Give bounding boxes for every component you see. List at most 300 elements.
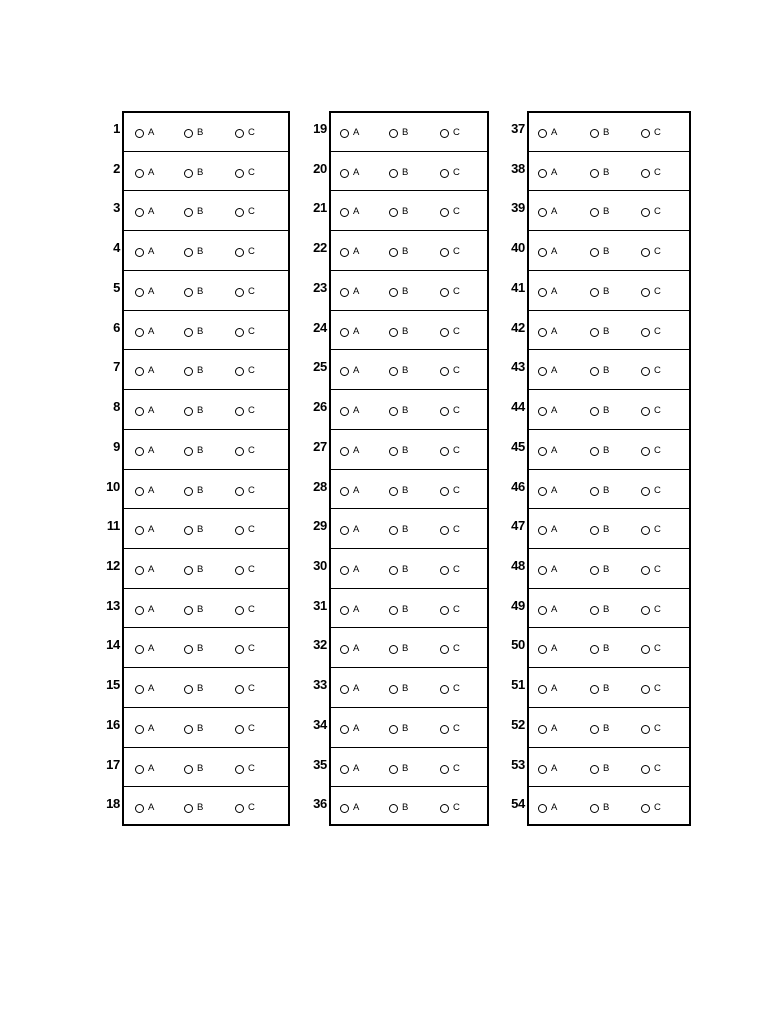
- answer-option-b[interactable]: [590, 326, 609, 338]
- answer-option-a[interactable]: [340, 246, 359, 258]
- bubble-icon[interactable]: [235, 447, 244, 456]
- bubble-icon[interactable]: [440, 645, 449, 654]
- answer-option-b[interactable]: [184, 167, 203, 179]
- answer-option-a[interactable]: [340, 206, 359, 218]
- answer-option-b[interactable]: [389, 763, 408, 775]
- answer-option-b[interactable]: [590, 485, 609, 497]
- answer-option-c[interactable]: [235, 246, 255, 258]
- answer-option-c[interactable]: [440, 206, 460, 218]
- answer-option-b[interactable]: [389, 286, 408, 298]
- answer-option-c[interactable]: [235, 564, 255, 576]
- answer-option-c[interactable]: [440, 405, 460, 417]
- bubble-icon[interactable]: [641, 367, 650, 376]
- bubble-icon[interactable]: [135, 526, 144, 535]
- bubble-icon[interactable]: [538, 765, 547, 774]
- bubble-icon[interactable]: [538, 725, 547, 734]
- bubble-icon[interactable]: [389, 566, 398, 575]
- answer-option-a[interactable]: [538, 802, 557, 814]
- answer-option-b[interactable]: [389, 802, 408, 814]
- bubble-icon[interactable]: [590, 804, 599, 813]
- answer-option-c[interactable]: [235, 763, 255, 775]
- answer-option-a[interactable]: [340, 127, 359, 139]
- answer-option-c[interactable]: [440, 524, 460, 536]
- answer-option-b[interactable]: [389, 246, 408, 258]
- answer-option-b[interactable]: [389, 326, 408, 338]
- bubble-icon[interactable]: [235, 208, 244, 217]
- answer-option-b[interactable]: [184, 683, 203, 695]
- bubble-icon[interactable]: [184, 526, 193, 535]
- answer-option-b[interactable]: [590, 604, 609, 616]
- answer-option-b[interactable]: [590, 246, 609, 258]
- answer-option-a[interactable]: [538, 643, 557, 655]
- answer-option-a[interactable]: [538, 167, 557, 179]
- answer-option-c[interactable]: [235, 802, 255, 814]
- answer-option-a[interactable]: [340, 286, 359, 298]
- answer-option-b[interactable]: [590, 365, 609, 377]
- bubble-icon[interactable]: [641, 685, 650, 694]
- answer-option-a[interactable]: [538, 326, 557, 338]
- answer-option-a[interactable]: [135, 763, 154, 775]
- answer-option-a[interactable]: [340, 485, 359, 497]
- answer-option-c[interactable]: [641, 763, 661, 775]
- answer-option-c[interactable]: [235, 643, 255, 655]
- answer-option-a[interactable]: [135, 286, 154, 298]
- answer-option-c[interactable]: [440, 643, 460, 655]
- bubble-icon[interactable]: [135, 208, 144, 217]
- bubble-icon[interactable]: [440, 804, 449, 813]
- bubble-icon[interactable]: [340, 645, 349, 654]
- bubble-icon[interactable]: [184, 248, 193, 257]
- bubble-icon[interactable]: [389, 645, 398, 654]
- bubble-icon[interactable]: [590, 606, 599, 615]
- answer-option-c[interactable]: [235, 286, 255, 298]
- answer-option-a[interactable]: [340, 365, 359, 377]
- bubble-icon[interactable]: [641, 407, 650, 416]
- answer-option-b[interactable]: [590, 763, 609, 775]
- bubble-icon[interactable]: [184, 407, 193, 416]
- bubble-icon[interactable]: [184, 685, 193, 694]
- bubble-icon[interactable]: [184, 645, 193, 654]
- answer-option-c[interactable]: [235, 604, 255, 616]
- answer-option-c[interactable]: [641, 564, 661, 576]
- answer-option-b[interactable]: [590, 167, 609, 179]
- answer-option-a[interactable]: [135, 485, 154, 497]
- bubble-icon[interactable]: [440, 208, 449, 217]
- answer-option-a[interactable]: [538, 445, 557, 457]
- bubble-icon[interactable]: [440, 407, 449, 416]
- bubble-icon[interactable]: [235, 407, 244, 416]
- answer-option-a[interactable]: [135, 604, 154, 616]
- bubble-icon[interactable]: [389, 367, 398, 376]
- bubble-icon[interactable]: [440, 725, 449, 734]
- answer-option-a[interactable]: [340, 405, 359, 417]
- bubble-icon[interactable]: [389, 208, 398, 217]
- bubble-icon[interactable]: [340, 606, 349, 615]
- bubble-icon[interactable]: [184, 804, 193, 813]
- bubble-icon[interactable]: [235, 288, 244, 297]
- answer-option-a[interactable]: [135, 445, 154, 457]
- answer-option-c[interactable]: [440, 604, 460, 616]
- answer-option-a[interactable]: [135, 206, 154, 218]
- bubble-icon[interactable]: [590, 526, 599, 535]
- bubble-icon[interactable]: [340, 804, 349, 813]
- bubble-icon[interactable]: [389, 526, 398, 535]
- answer-option-a[interactable]: [538, 286, 557, 298]
- bubble-icon[interactable]: [235, 804, 244, 813]
- bubble-icon[interactable]: [538, 129, 547, 138]
- bubble-icon[interactable]: [135, 566, 144, 575]
- bubble-icon[interactable]: [590, 645, 599, 654]
- bubble-icon[interactable]: [135, 367, 144, 376]
- answer-option-b[interactable]: [184, 643, 203, 655]
- answer-option-b[interactable]: [184, 802, 203, 814]
- bubble-icon[interactable]: [440, 685, 449, 694]
- answer-option-c[interactable]: [440, 445, 460, 457]
- bubble-icon[interactable]: [340, 129, 349, 138]
- bubble-icon[interactable]: [340, 367, 349, 376]
- bubble-icon[interactable]: [590, 129, 599, 138]
- bubble-icon[interactable]: [184, 447, 193, 456]
- bubble-icon[interactable]: [590, 248, 599, 257]
- answer-option-a[interactable]: [135, 405, 154, 417]
- answer-option-b[interactable]: [184, 365, 203, 377]
- bubble-icon[interactable]: [641, 566, 650, 575]
- answer-option-b[interactable]: [590, 683, 609, 695]
- answer-option-a[interactable]: [135, 246, 154, 258]
- bubble-icon[interactable]: [641, 606, 650, 615]
- answer-option-b[interactable]: [590, 802, 609, 814]
- bubble-icon[interactable]: [440, 328, 449, 337]
- bubble-icon[interactable]: [184, 566, 193, 575]
- answer-option-a[interactable]: [135, 127, 154, 139]
- answer-option-b[interactable]: [389, 167, 408, 179]
- bubble-icon[interactable]: [389, 129, 398, 138]
- answer-option-c[interactable]: [235, 365, 255, 377]
- bubble-icon[interactable]: [641, 487, 650, 496]
- answer-option-c[interactable]: [440, 246, 460, 258]
- answer-option-c[interactable]: [440, 326, 460, 338]
- bubble-icon[interactable]: [590, 407, 599, 416]
- answer-option-a[interactable]: [340, 683, 359, 695]
- answer-option-a[interactable]: [135, 524, 154, 536]
- bubble-icon[interactable]: [590, 725, 599, 734]
- bubble-icon[interactable]: [590, 765, 599, 774]
- answer-option-b[interactable]: [184, 763, 203, 775]
- bubble-icon[interactable]: [538, 645, 547, 654]
- bubble-icon[interactable]: [641, 328, 650, 337]
- bubble-icon[interactable]: [641, 248, 650, 257]
- answer-option-b[interactable]: [590, 524, 609, 536]
- answer-option-a[interactable]: [340, 445, 359, 457]
- bubble-icon[interactable]: [440, 487, 449, 496]
- answer-option-b[interactable]: [389, 365, 408, 377]
- bubble-icon[interactable]: [340, 566, 349, 575]
- answer-option-b[interactable]: [389, 524, 408, 536]
- answer-option-a[interactable]: [538, 683, 557, 695]
- answer-option-a[interactable]: [538, 763, 557, 775]
- answer-option-a[interactable]: [538, 127, 557, 139]
- answer-option-a[interactable]: [538, 485, 557, 497]
- bubble-icon[interactable]: [641, 725, 650, 734]
- answer-option-b[interactable]: [590, 643, 609, 655]
- answer-option-c[interactable]: [440, 564, 460, 576]
- bubble-icon[interactable]: [538, 566, 547, 575]
- answer-option-c[interactable]: [235, 326, 255, 338]
- answer-option-b[interactable]: [389, 206, 408, 218]
- answer-option-b[interactable]: [184, 445, 203, 457]
- bubble-icon[interactable]: [235, 367, 244, 376]
- bubble-icon[interactable]: [538, 288, 547, 297]
- answer-option-a[interactable]: [135, 683, 154, 695]
- answer-option-b[interactable]: [590, 564, 609, 576]
- bubble-icon[interactable]: [590, 447, 599, 456]
- answer-option-c[interactable]: [641, 405, 661, 417]
- bubble-icon[interactable]: [340, 407, 349, 416]
- bubble-icon[interactable]: [440, 447, 449, 456]
- bubble-icon[interactable]: [235, 685, 244, 694]
- answer-option-c[interactable]: [641, 485, 661, 497]
- bubble-icon[interactable]: [340, 487, 349, 496]
- answer-option-c[interactable]: [235, 405, 255, 417]
- bubble-icon[interactable]: [135, 765, 144, 774]
- answer-option-b[interactable]: [184, 326, 203, 338]
- bubble-icon[interactable]: [538, 407, 547, 416]
- answer-option-b[interactable]: [184, 127, 203, 139]
- answer-option-a[interactable]: [538, 604, 557, 616]
- bubble-icon[interactable]: [538, 606, 547, 615]
- bubble-icon[interactable]: [340, 526, 349, 535]
- bubble-icon[interactable]: [235, 645, 244, 654]
- answer-option-a[interactable]: [538, 405, 557, 417]
- bubble-icon[interactable]: [641, 804, 650, 813]
- answer-option-c[interactable]: [641, 604, 661, 616]
- answer-option-b[interactable]: [389, 723, 408, 735]
- bubble-icon[interactable]: [235, 487, 244, 496]
- bubble-icon[interactable]: [538, 169, 547, 178]
- answer-option-b[interactable]: [389, 127, 408, 139]
- bubble-icon[interactable]: [389, 685, 398, 694]
- bubble-icon[interactable]: [538, 367, 547, 376]
- bubble-icon[interactable]: [135, 685, 144, 694]
- bubble-icon[interactable]: [184, 328, 193, 337]
- answer-option-c[interactable]: [440, 167, 460, 179]
- bubble-icon[interactable]: [184, 765, 193, 774]
- bubble-icon[interactable]: [389, 606, 398, 615]
- bubble-icon[interactable]: [135, 328, 144, 337]
- bubble-icon[interactable]: [538, 248, 547, 257]
- bubble-icon[interactable]: [235, 328, 244, 337]
- bubble-icon[interactable]: [184, 367, 193, 376]
- answer-option-c[interactable]: [641, 723, 661, 735]
- answer-option-b[interactable]: [590, 127, 609, 139]
- bubble-icon[interactable]: [590, 566, 599, 575]
- answer-option-c[interactable]: [641, 246, 661, 258]
- bubble-icon[interactable]: [135, 129, 144, 138]
- bubble-icon[interactable]: [340, 725, 349, 734]
- answer-option-c[interactable]: [440, 286, 460, 298]
- answer-option-c[interactable]: [235, 524, 255, 536]
- answer-option-b[interactable]: [590, 445, 609, 457]
- bubble-icon[interactable]: [641, 447, 650, 456]
- answer-option-a[interactable]: [340, 564, 359, 576]
- bubble-icon[interactable]: [590, 367, 599, 376]
- answer-option-a[interactable]: [340, 524, 359, 536]
- bubble-icon[interactable]: [440, 526, 449, 535]
- bubble-icon[interactable]: [235, 129, 244, 138]
- answer-option-a[interactable]: [538, 206, 557, 218]
- answer-option-a[interactable]: [340, 802, 359, 814]
- answer-option-c[interactable]: [641, 365, 661, 377]
- answer-option-b[interactable]: [389, 445, 408, 457]
- answer-option-a[interactable]: [538, 365, 557, 377]
- bubble-icon[interactable]: [440, 169, 449, 178]
- answer-option-b[interactable]: [184, 485, 203, 497]
- answer-option-a[interactable]: [538, 246, 557, 258]
- answer-option-b[interactable]: [590, 206, 609, 218]
- bubble-icon[interactable]: [135, 169, 144, 178]
- answer-option-b[interactable]: [590, 286, 609, 298]
- answer-option-c[interactable]: [440, 683, 460, 695]
- bubble-icon[interactable]: [135, 606, 144, 615]
- answer-option-a[interactable]: [340, 763, 359, 775]
- bubble-icon[interactable]: [389, 765, 398, 774]
- bubble-icon[interactable]: [235, 169, 244, 178]
- bubble-icon[interactable]: [235, 248, 244, 257]
- bubble-icon[interactable]: [184, 129, 193, 138]
- answer-option-b[interactable]: [184, 206, 203, 218]
- answer-option-c[interactable]: [641, 683, 661, 695]
- bubble-icon[interactable]: [135, 487, 144, 496]
- bubble-icon[interactable]: [440, 248, 449, 257]
- answer-option-a[interactable]: [538, 524, 557, 536]
- bubble-icon[interactable]: [389, 725, 398, 734]
- bubble-icon[interactable]: [340, 288, 349, 297]
- answer-option-c[interactable]: [440, 723, 460, 735]
- answer-option-a[interactable]: [135, 723, 154, 735]
- answer-option-a[interactable]: [135, 802, 154, 814]
- answer-option-c[interactable]: [641, 286, 661, 298]
- bubble-icon[interactable]: [184, 169, 193, 178]
- bubble-icon[interactable]: [389, 328, 398, 337]
- answer-option-b[interactable]: [184, 246, 203, 258]
- answer-option-b[interactable]: [389, 683, 408, 695]
- answer-option-b[interactable]: [184, 524, 203, 536]
- answer-option-a[interactable]: [340, 326, 359, 338]
- bubble-icon[interactable]: [235, 765, 244, 774]
- bubble-icon[interactable]: [135, 447, 144, 456]
- bubble-icon[interactable]: [184, 725, 193, 734]
- answer-option-b[interactable]: [184, 286, 203, 298]
- bubble-icon[interactable]: [135, 248, 144, 257]
- bubble-icon[interactable]: [641, 169, 650, 178]
- answer-option-b[interactable]: [590, 405, 609, 417]
- bubble-icon[interactable]: [389, 447, 398, 456]
- bubble-icon[interactable]: [135, 645, 144, 654]
- bubble-icon[interactable]: [538, 526, 547, 535]
- bubble-icon[interactable]: [538, 208, 547, 217]
- bubble-icon[interactable]: [590, 487, 599, 496]
- answer-option-c[interactable]: [440, 485, 460, 497]
- bubble-icon[interactable]: [340, 169, 349, 178]
- bubble-icon[interactable]: [440, 367, 449, 376]
- answer-option-c[interactable]: [440, 763, 460, 775]
- answer-option-b[interactable]: [590, 723, 609, 735]
- bubble-icon[interactable]: [235, 526, 244, 535]
- bubble-icon[interactable]: [235, 606, 244, 615]
- bubble-icon[interactable]: [340, 765, 349, 774]
- bubble-icon[interactable]: [340, 685, 349, 694]
- bubble-icon[interactable]: [538, 447, 547, 456]
- bubble-icon[interactable]: [641, 645, 650, 654]
- answer-option-b[interactable]: [184, 723, 203, 735]
- answer-option-c[interactable]: [641, 524, 661, 536]
- bubble-icon[interactable]: [135, 407, 144, 416]
- answer-option-c[interactable]: [235, 206, 255, 218]
- bubble-icon[interactable]: [389, 248, 398, 257]
- bubble-icon[interactable]: [440, 566, 449, 575]
- bubble-icon[interactable]: [135, 804, 144, 813]
- bubble-icon[interactable]: [389, 804, 398, 813]
- answer-option-b[interactable]: [389, 564, 408, 576]
- bubble-icon[interactable]: [440, 765, 449, 774]
- bubble-icon[interactable]: [440, 288, 449, 297]
- answer-option-c[interactable]: [641, 643, 661, 655]
- bubble-icon[interactable]: [590, 685, 599, 694]
- bubble-icon[interactable]: [389, 288, 398, 297]
- bubble-icon[interactable]: [440, 129, 449, 138]
- bubble-icon[interactable]: [538, 328, 547, 337]
- bubble-icon[interactable]: [590, 328, 599, 337]
- answer-option-c[interactable]: [641, 326, 661, 338]
- answer-option-c[interactable]: [440, 802, 460, 814]
- answer-option-a[interactable]: [340, 723, 359, 735]
- bubble-icon[interactable]: [641, 765, 650, 774]
- bubble-icon[interactable]: [641, 129, 650, 138]
- answer-option-a[interactable]: [135, 643, 154, 655]
- answer-option-b[interactable]: [184, 564, 203, 576]
- bubble-icon[interactable]: [641, 208, 650, 217]
- answer-option-c[interactable]: [641, 206, 661, 218]
- answer-option-a[interactable]: [135, 326, 154, 338]
- answer-option-c[interactable]: [641, 127, 661, 139]
- bubble-icon[interactable]: [235, 566, 244, 575]
- bubble-icon[interactable]: [440, 606, 449, 615]
- bubble-icon[interactable]: [184, 487, 193, 496]
- answer-option-b[interactable]: [389, 405, 408, 417]
- answer-option-c[interactable]: [235, 167, 255, 179]
- bubble-icon[interactable]: [538, 804, 547, 813]
- answer-option-c[interactable]: [641, 802, 661, 814]
- bubble-icon[interactable]: [184, 288, 193, 297]
- answer-option-c[interactable]: [440, 127, 460, 139]
- bubble-icon[interactable]: [538, 685, 547, 694]
- answer-option-c[interactable]: [235, 127, 255, 139]
- bubble-icon[interactable]: [538, 487, 547, 496]
- answer-option-a[interactable]: [538, 564, 557, 576]
- answer-option-b[interactable]: [389, 485, 408, 497]
- bubble-icon[interactable]: [389, 487, 398, 496]
- answer-option-c[interactable]: [235, 485, 255, 497]
- answer-option-a[interactable]: [135, 564, 154, 576]
- bubble-icon[interactable]: [135, 288, 144, 297]
- bubble-icon[interactable]: [590, 169, 599, 178]
- bubble-icon[interactable]: [389, 169, 398, 178]
- bubble-icon[interactable]: [641, 526, 650, 535]
- answer-option-a[interactable]: [135, 167, 154, 179]
- answer-option-b[interactable]: [184, 405, 203, 417]
- bubble-icon[interactable]: [389, 407, 398, 416]
- answer-option-a[interactable]: [135, 365, 154, 377]
